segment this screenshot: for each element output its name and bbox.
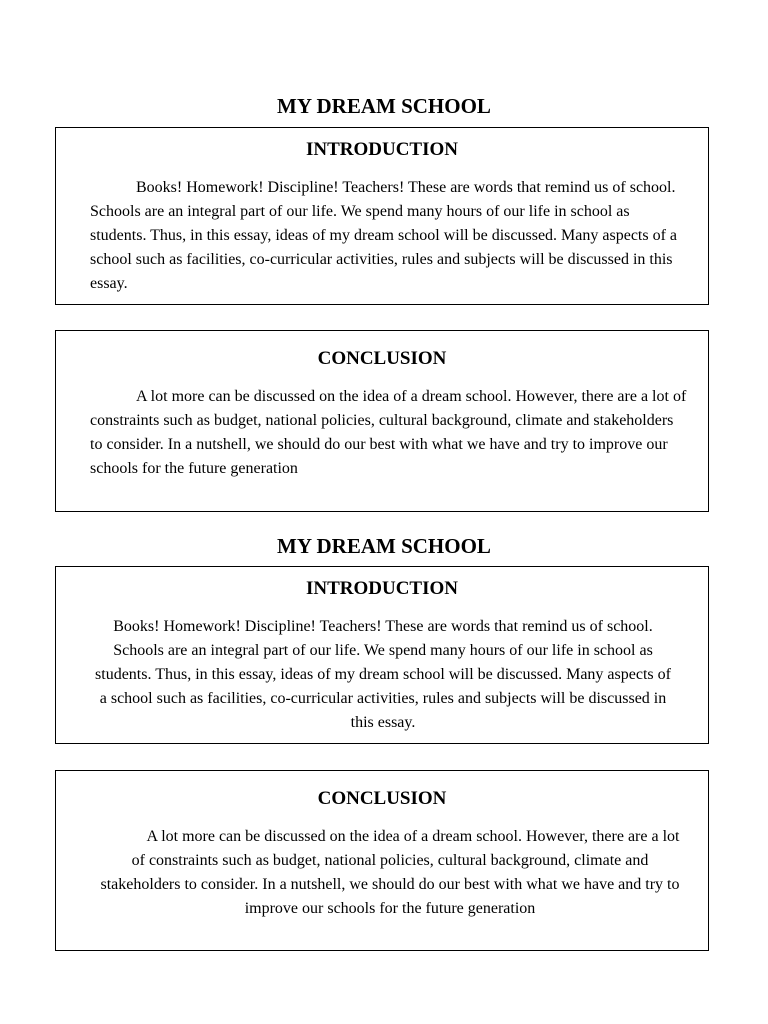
conclusion-box-left-aligned	[55, 330, 709, 512]
conclusion-paragraph: A lot more can be discussed on the idea of a dream school. However, there are a lot of constraints such as budget, national policies, cultural background, climate and stakeholders to consider. In a nutshell, we should do our best with what we have and try to improve our schools for the future generation	[100, 828, 680, 917]
conclusion-box-centered	[55, 770, 709, 951]
introduction-heading: INTRODUCTION	[305, 578, 459, 599]
page-title: MY DREAM SCHOOL	[277, 534, 491, 558]
introduction-box-left-aligned	[55, 127, 709, 305]
introduction-paragraph: Books! Homework! Discipline! Teachers! These are words that remind us of school. Schools are an integral part of our life. We spend many hours of our life in school as students. Thus, in this essay, ideas of my dream school will be discussed. Many aspects of a school such as facilities, co-curricular activities, rules and subjects will be discussed in this essay.	[90, 179, 678, 292]
conclusion-paragraph: A lot more can be discussed on the idea of a dream school. However, there are a lot of constraints such as budget, national policies, cultural background, climate and stakeholders to consider. In a nutshell, we should do our best with what we have and try to improve our schools for the future generation	[90, 388, 687, 477]
introduction-paragraph: Books! Homework! Discipline! Teachers! These are words that remind us of school. Schools are an integral part of our life. We spend many hours of our life in school as students. Thus, in this essay, ideas of my dream school will be discussed. Many aspects of a school such as facilities, co-curricular activities, rules and subjects will be discussed in this essay.	[95, 618, 671, 731]
introduction-heading: INTRODUCTION	[305, 139, 459, 160]
conclusion-heading: CONCLUSION	[317, 788, 447, 809]
introduction-box-centered	[55, 566, 709, 744]
conclusion-heading: CONCLUSION	[317, 348, 447, 369]
page-title: MY DREAM SCHOOL	[277, 94, 491, 118]
